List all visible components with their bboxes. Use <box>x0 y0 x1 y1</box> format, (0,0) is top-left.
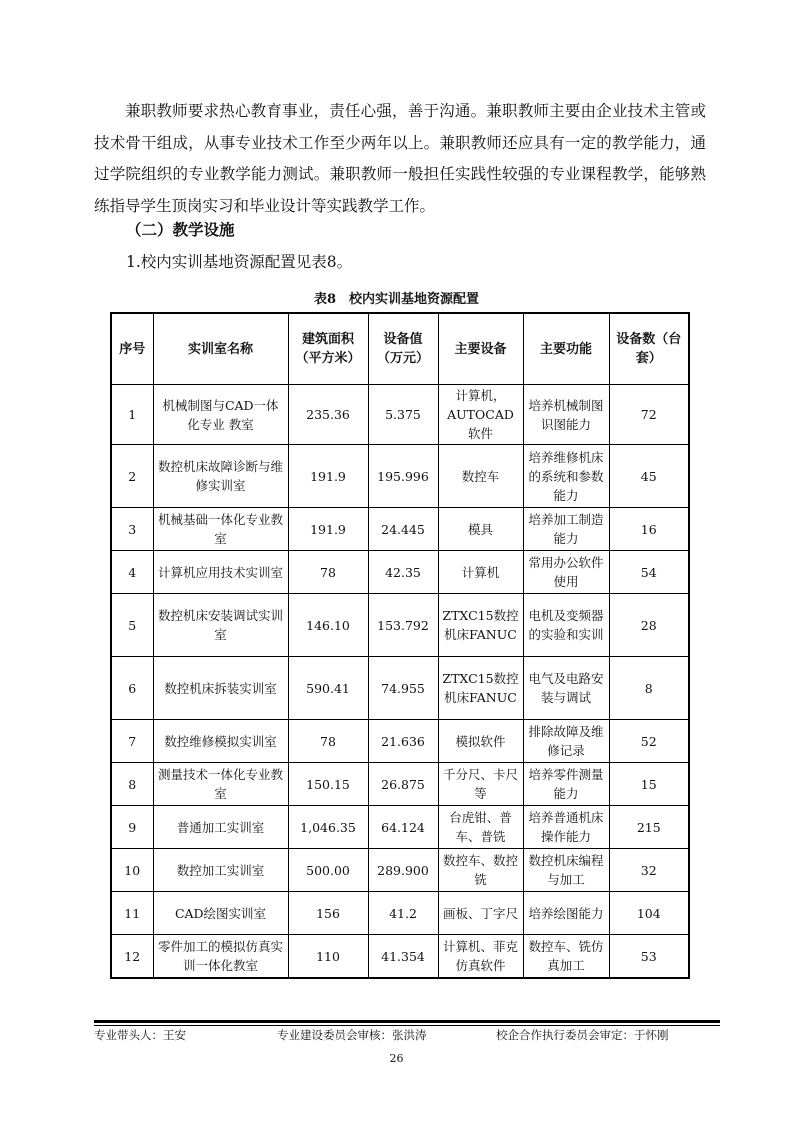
header-room-name: 实训室名称 <box>153 313 288 385</box>
table-cell: 191.9 <box>288 508 368 551</box>
table-cell: 1,046.35 <box>288 806 368 849</box>
table-cell: 电机及变频器的实验和实训 <box>523 594 609 657</box>
table-row <box>111 657 689 720</box>
table-cell: 72 <box>609 385 689 445</box>
table-cell: 235.36 <box>288 385 368 445</box>
table-row <box>111 720 689 763</box>
table-cell: 42.35 <box>368 551 438 594</box>
table-cell: 500.00 <box>288 849 368 892</box>
table-row <box>111 445 689 508</box>
table-cell: 数控车、铣仿真加工 <box>523 935 609 979</box>
table-cell: 培养维修机床的系统和参数能力 <box>523 445 609 508</box>
table-cell: 普通加工实训室 <box>153 806 288 849</box>
footer-rule-thick <box>94 1020 720 1023</box>
table-cell: 电气及电路安装与调试 <box>523 657 609 720</box>
table-cell: 台虎钳、普车、普铣 <box>438 806 523 849</box>
table-row <box>111 763 689 806</box>
table-cell: 千分尺、卡尺等 <box>438 763 523 806</box>
table-row <box>111 806 689 849</box>
table-cell: 195.996 <box>368 445 438 508</box>
header-equipment-count: 设备数（台套） <box>609 313 689 385</box>
table-cell: 16 <box>609 508 689 551</box>
table-cell: 数控车 <box>438 445 523 508</box>
table-row <box>111 508 689 551</box>
table-cell: 215 <box>609 806 689 849</box>
table-cell: 11 <box>111 892 153 935</box>
table-cell: 64.124 <box>368 806 438 849</box>
table-cell: 156 <box>288 892 368 935</box>
header-area: 建筑面积（平方米） <box>288 313 368 385</box>
table-cell: 153.792 <box>368 594 438 657</box>
table-cell: ZTXC15数控机床FANUC <box>438 657 523 720</box>
table-cell: 590.41 <box>288 657 368 720</box>
table-row <box>111 935 689 979</box>
table-cell: 模具 <box>438 508 523 551</box>
table-header-row <box>111 313 689 385</box>
header-main-equipment: 主要设备 <box>438 313 523 385</box>
table-cell: 数控机床拆装实训室 <box>153 657 288 720</box>
table-cell: 3 <box>111 508 153 551</box>
table-cell: 74.955 <box>368 657 438 720</box>
table-row <box>111 385 689 445</box>
footer-school: 校企合作执行委员会审定：于怀刚 <box>496 1028 669 1042</box>
table-cell: 画板、丁字尺 <box>438 892 523 935</box>
table-cell: 培养机械制图识图能力 <box>523 385 609 445</box>
body-paragraph: 兼职教师要求热心教育事业，责任心强，善于沟通。兼职教师主要由企业技术主管或技术骨干组成，从事专业技术工作至少两年以上。兼职教师还应具有一定的教学能力，通过学院组织的专业教学能力测试。兼职教师一般担任实践性较强的专业课程教学，能够熟练指导学生顶岗实习和毕业设计等实践教学工作。 <box>94 102 706 215</box>
table-cell: 5.375 <box>368 385 438 445</box>
table-cell: 15 <box>609 763 689 806</box>
table-cell: ZTXC15数控机床FANUC <box>438 594 523 657</box>
table-cell: 4 <box>111 551 153 594</box>
table-cell: 12 <box>111 935 153 979</box>
table-cell: 测量技术一体化专业教室 <box>153 763 288 806</box>
table-cell: 78 <box>288 720 368 763</box>
table-cell: 数控维修模拟实训室 <box>153 720 288 763</box>
page-number: 26 <box>389 1052 404 1065</box>
table-cell: 45 <box>609 445 689 508</box>
footer-committee: 专业建设委员会审核：张洪涛 <box>277 1028 427 1042</box>
table-cell: 5 <box>111 594 153 657</box>
table-cell: 32 <box>609 849 689 892</box>
table-cell: 54 <box>609 551 689 594</box>
table-cell: 191.9 <box>288 445 368 508</box>
section-heading: （二）教学设施 <box>126 220 235 239</box>
table-cell: 培养绘图能力 <box>523 892 609 935</box>
header-index: 序号 <box>111 313 153 385</box>
table-cell: 52 <box>609 720 689 763</box>
table-cell: 78 <box>288 551 368 594</box>
footer-rule-thin <box>94 1025 720 1026</box>
table-row <box>111 849 689 892</box>
table-cell: 机械基础一体化专业教室 <box>153 508 288 551</box>
table-cell: 培养加工制造能力 <box>523 508 609 551</box>
table-cell: 数控机床编程与加工 <box>523 849 609 892</box>
table-cell: 计算机、菲克仿真软件 <box>438 935 523 979</box>
table-cell: 数控加工实训室 <box>153 849 288 892</box>
table-cell: 104 <box>609 892 689 935</box>
footer-leader: 专业带头人：王安 <box>94 1028 186 1042</box>
table-cell: 模拟软件 <box>438 720 523 763</box>
table-cell: 培养普通机床操作能力 <box>523 806 609 849</box>
table-cell: 计算机 <box>438 551 523 594</box>
table-cell: 数控车、数控铣 <box>438 849 523 892</box>
table-cell: 8 <box>609 657 689 720</box>
table-row <box>111 594 689 657</box>
table-cell: 计算机应用技术实训室 <box>153 551 288 594</box>
table-cell: 8 <box>111 763 153 806</box>
table-cell: 数控机床故障诊断与维修实训室 <box>153 445 288 508</box>
table-row <box>111 551 689 594</box>
table-cell: 排除故障及维修记录 <box>523 720 609 763</box>
table-cell: 289.900 <box>368 849 438 892</box>
header-equipment-value: 设备值（万元） <box>368 313 438 385</box>
header-main-function: 主要功能 <box>523 313 609 385</box>
table-cell: 计算机，AUTOCAD软件 <box>438 385 523 445</box>
table-cell: 21.636 <box>368 720 438 763</box>
table-cell: 机械制图与CAD一体化专业 教室 <box>153 385 288 445</box>
table-row <box>111 892 689 935</box>
table-cell: 150.15 <box>288 763 368 806</box>
table-cell: 1 <box>111 385 153 445</box>
table-cell: 26.875 <box>368 763 438 806</box>
table-cell: 41.2 <box>368 892 438 935</box>
table-cell: 2 <box>111 445 153 508</box>
table-cell: 53 <box>609 935 689 979</box>
table-cell: 24.445 <box>368 508 438 551</box>
list-item-intro: 1.校内实训基地资源配置见表8。 <box>126 253 353 271</box>
table-cell: 110 <box>288 935 368 979</box>
table-cell: 28 <box>609 594 689 657</box>
table-cell: 7 <box>111 720 153 763</box>
table-cell: 常用办公软件使用 <box>523 551 609 594</box>
table-caption: 表8 校内实训基地资源配置 <box>313 292 480 307</box>
resource-table <box>110 312 690 979</box>
table-cell: CAD绘图实训室 <box>153 892 288 935</box>
table-cell: 41.354 <box>368 935 438 979</box>
table-cell: 培养零件测量能力 <box>523 763 609 806</box>
table-cell: 数控机床安装调试实训室 <box>153 594 288 657</box>
table-cell: 9 <box>111 806 153 849</box>
table-cell: 146.10 <box>288 594 368 657</box>
table-cell: 零件加工的模拟仿真实训一体化教室 <box>153 935 288 979</box>
table-cell: 6 <box>111 657 153 720</box>
table-cell: 10 <box>111 849 153 892</box>
